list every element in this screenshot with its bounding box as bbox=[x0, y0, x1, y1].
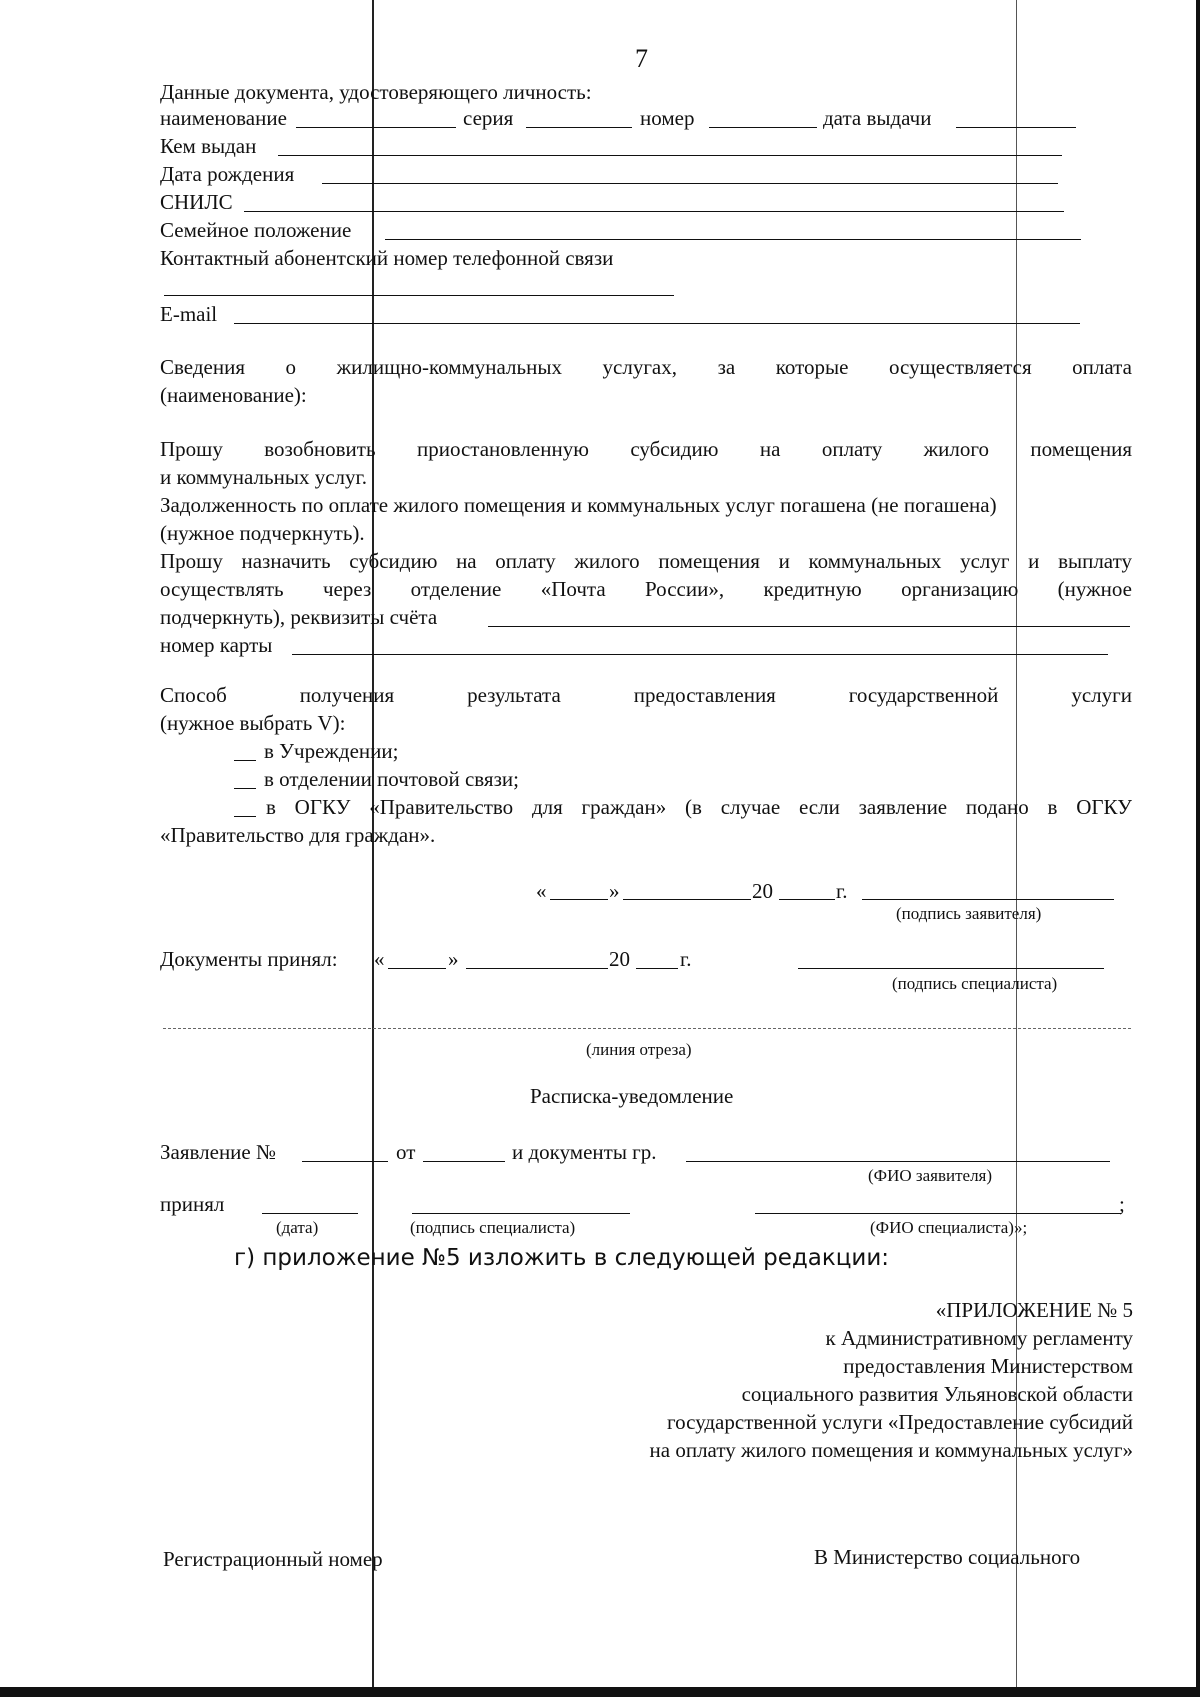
accepted-day-field[interactable] bbox=[388, 968, 446, 969]
applicant-quote-open: « bbox=[536, 879, 547, 903]
result-word: получения bbox=[299, 683, 395, 707]
applicant-month-field[interactable] bbox=[623, 899, 751, 900]
assign-word: через bbox=[322, 577, 372, 601]
assign-line-2 bbox=[160, 577, 1132, 601]
services-word: жилищно-коммунальных bbox=[336, 355, 562, 379]
specialist-fio-caption: (ФИО специалиста)»; bbox=[870, 1218, 1028, 1237]
accepted-year-prefix: 20 bbox=[609, 947, 630, 971]
scan-artifact-edge bbox=[0, 1687, 1200, 1697]
resume-word: Прошу bbox=[160, 437, 223, 461]
birth-date-label: Дата рождения bbox=[160, 162, 295, 186]
id-issue-date-field[interactable] bbox=[956, 127, 1076, 128]
card-number-field[interactable] bbox=[292, 654, 1108, 655]
services-word: оплата bbox=[1072, 355, 1132, 379]
specialist-signature-caption: (подпись специалиста) bbox=[892, 974, 1058, 993]
id-name-label: наименование bbox=[160, 106, 287, 130]
id-series-label: серия bbox=[463, 106, 514, 130]
id-series-field[interactable] bbox=[526, 127, 632, 128]
option-checkbox-blank[interactable] bbox=[234, 760, 256, 761]
applicant-year-prefix: 20 bbox=[752, 879, 773, 903]
email-label: E-mail bbox=[160, 302, 218, 326]
services-word: которые bbox=[775, 355, 849, 379]
receipt-date-caption: (дата) bbox=[276, 1218, 319, 1237]
option-post-office: в отделении почтовой связи; bbox=[264, 767, 519, 791]
statement-label: Заявление № bbox=[160, 1140, 277, 1164]
appendix-line-title: «ПРИЛОЖЕНИЕ № 5 bbox=[935, 1298, 1133, 1322]
page-number: 7 bbox=[635, 44, 648, 73]
applicant-year-suffix: г. bbox=[836, 879, 848, 903]
applicant-signature-field[interactable] bbox=[862, 899, 1114, 900]
marital-field[interactable] bbox=[385, 239, 1081, 240]
services-word: Сведения bbox=[160, 355, 245, 379]
receipt-signature-field[interactable] bbox=[412, 1213, 630, 1214]
services-word: осуществляется bbox=[889, 355, 1032, 379]
result-word: предоставления bbox=[633, 683, 776, 707]
services-line-1 bbox=[160, 355, 1132, 379]
accepted-month-field[interactable] bbox=[466, 968, 608, 969]
id-issue-date-label: дата выдачи bbox=[823, 106, 932, 130]
snils-label: СНИЛС bbox=[160, 190, 233, 214]
id-heading: Данные документа, удостоверяющего личность: bbox=[160, 80, 592, 104]
resume-word: субсидию bbox=[630, 437, 719, 461]
applicant-day-field[interactable] bbox=[550, 899, 608, 900]
statement-number-field[interactable] bbox=[302, 1161, 388, 1162]
amendment-heading: г) приложение №5 изложить в следующей редакции: bbox=[234, 1245, 890, 1271]
assign-word: России», bbox=[645, 577, 725, 601]
registration-number-label: Регистрационный номер bbox=[163, 1547, 383, 1571]
statement-docs-label: и документы гр. bbox=[512, 1140, 657, 1164]
appendix-line: к Административному регламенту bbox=[825, 1326, 1133, 1350]
resume-word: помещения bbox=[1030, 437, 1132, 461]
phone-field[interactable] bbox=[164, 295, 674, 296]
appendix-line: социального развития Ульяновской области bbox=[741, 1382, 1133, 1406]
assign-word: кредитную bbox=[763, 577, 862, 601]
result-word: результата bbox=[467, 683, 561, 707]
scan-artifact-edge bbox=[1196, 0, 1200, 1697]
ministry-address: В Министерство социального bbox=[814, 1545, 1081, 1569]
services-line-2: (наименование): bbox=[160, 383, 307, 407]
id-number-field[interactable] bbox=[709, 127, 817, 128]
applicant-signature-caption: (подпись заявителя) bbox=[896, 904, 1042, 923]
birth-date-field[interactable] bbox=[322, 183, 1058, 184]
issued-by-label: Кем выдан bbox=[160, 134, 257, 158]
resume-word: возобновить bbox=[264, 437, 376, 461]
snils-field[interactable] bbox=[244, 211, 1064, 212]
resume-word: на bbox=[759, 437, 781, 461]
email-field[interactable] bbox=[234, 323, 1080, 324]
assign-word: отделение bbox=[410, 577, 502, 601]
accepted-year-suffix: г. bbox=[680, 947, 692, 971]
assign-line-1: Прошу назначить субсидию на оплату жилого помещения и коммунальных услуг и выплату bbox=[160, 549, 1132, 573]
appendix-line: на оплату жилого помещения и коммунальных услуг» bbox=[649, 1438, 1133, 1462]
result-method-line-2: (нужное выбрать V): bbox=[160, 711, 346, 735]
appendix-line: государственной услуги «Предоставление субсидий bbox=[667, 1410, 1133, 1434]
receipt-semicolon: ; bbox=[1119, 1192, 1125, 1216]
applicant-quote-close: » bbox=[609, 879, 620, 903]
receipt-signature-caption: (подпись специалиста) bbox=[410, 1218, 576, 1237]
applicant-fio-caption: (ФИО заявителя) bbox=[868, 1166, 993, 1185]
account-details-field[interactable] bbox=[488, 626, 1130, 627]
resume-line-1 bbox=[160, 437, 1132, 461]
assign-word: (нужное bbox=[1057, 577, 1132, 601]
scan-artifact-line bbox=[1016, 0, 1017, 1690]
result-word: государственной bbox=[848, 683, 999, 707]
assign-word: «Почта bbox=[540, 577, 606, 601]
id-name-field[interactable] bbox=[296, 127, 456, 128]
assign-word: организацию bbox=[901, 577, 1019, 601]
option-checkbox-blank[interactable] bbox=[234, 816, 256, 817]
applicant-fio-field[interactable] bbox=[686, 1161, 1110, 1162]
accepted-label: Документы принял: bbox=[160, 947, 338, 971]
accepted-quote-close: » bbox=[448, 947, 459, 971]
statement-from-label: от bbox=[396, 1140, 416, 1164]
appendix-line: предоставления Министерством bbox=[843, 1354, 1133, 1378]
option-ogku: в ОГКУ «Правительство для граждан» (в случае если заявление подано в ОГКУ bbox=[266, 795, 1132, 819]
option-institution: в Учреждении; bbox=[264, 739, 399, 763]
result-word: услуги bbox=[1071, 683, 1132, 707]
accepted-quote-open: « bbox=[374, 947, 385, 971]
id-number-label: номер bbox=[640, 106, 695, 130]
phone-label: Контактный абонентский номер телефонной связи bbox=[160, 246, 614, 270]
resume-line-2: и коммунальных услуг. bbox=[160, 465, 367, 489]
cut-line-caption: (линия отреза) bbox=[586, 1040, 692, 1059]
applicant-year-field[interactable] bbox=[779, 899, 835, 900]
result-method-line-1 bbox=[160, 683, 1132, 707]
resume-word: жилого bbox=[923, 437, 989, 461]
issued-by-field[interactable] bbox=[278, 155, 1062, 156]
receipt-accepted-label: принял bbox=[160, 1192, 225, 1216]
assign-line-3: подчеркнуть), реквизиты счёта bbox=[160, 605, 438, 629]
accepted-year-field[interactable] bbox=[636, 968, 678, 969]
debt-line-1: Задолженность по оплате жилого помещения и коммунальных услуг погашена (не погашена) bbox=[160, 493, 997, 517]
debt-line-2: (нужное подчеркнуть). bbox=[160, 521, 365, 545]
services-word: о bbox=[285, 355, 297, 379]
marital-label: Семейное положение bbox=[160, 218, 352, 242]
result-word: Способ bbox=[160, 683, 227, 707]
statement-date-field[interactable] bbox=[423, 1161, 505, 1162]
services-word: за bbox=[717, 355, 736, 379]
specialist-signature-field[interactable] bbox=[798, 968, 1104, 969]
option-checkbox-blank[interactable] bbox=[234, 788, 256, 789]
resume-word: оплату bbox=[821, 437, 883, 461]
receipt-date-field[interactable] bbox=[262, 1213, 358, 1214]
card-label: номер карты bbox=[160, 633, 273, 657]
receipt-title: Расписка-уведомление bbox=[530, 1084, 734, 1108]
services-word: услугах, bbox=[602, 355, 677, 379]
cut-line bbox=[163, 1028, 1131, 1029]
option-ogku-cont: «Правительство для граждан». bbox=[160, 823, 436, 847]
resume-word: приостановленную bbox=[416, 437, 589, 461]
specialist-fio-field[interactable] bbox=[755, 1213, 1121, 1214]
assign-word: осуществлять bbox=[160, 577, 284, 601]
